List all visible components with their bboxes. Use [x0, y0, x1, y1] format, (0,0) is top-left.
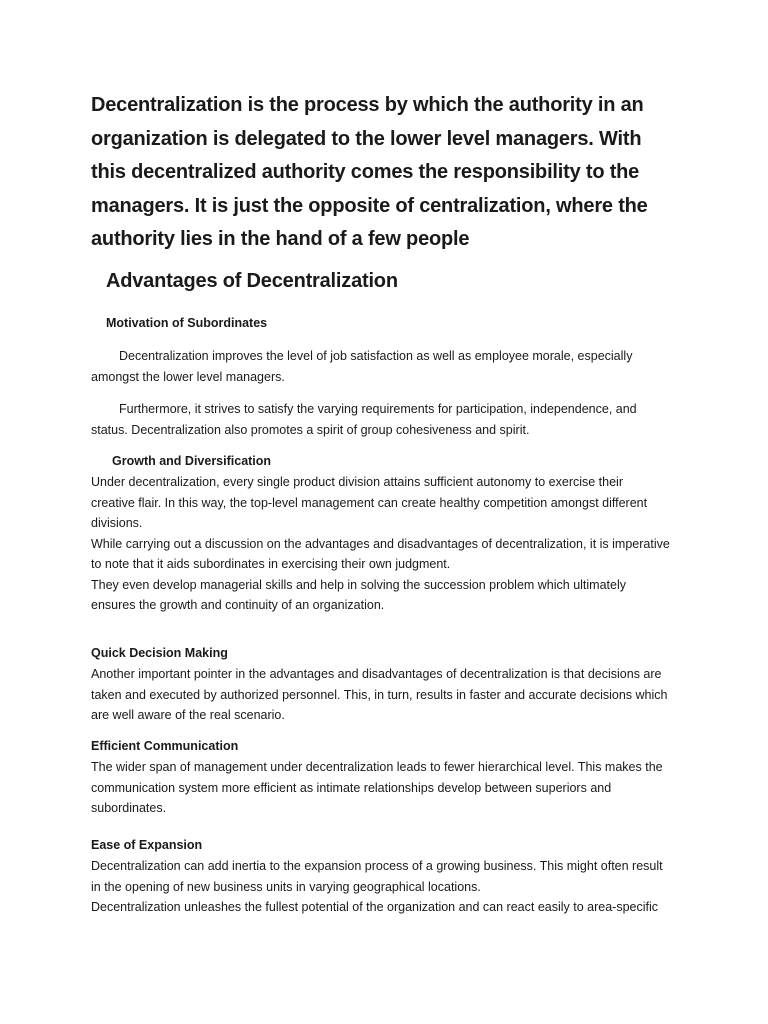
- text-line: creative flair. In this way, the top-level management can create healthy competition amongst different: [91, 495, 648, 510]
- growth-paragraph: [91, 472, 683, 616]
- text-line: communication system more efficient as intimate relationships develop between superiors and: [91, 780, 612, 795]
- motivation-paragraph-2: [91, 399, 683, 440]
- communication-heading: Efficient Communication: [91, 739, 239, 753]
- text-line: Furthermore, it strives to satisfy the varying requirements for participation, independence, and: [119, 402, 637, 416]
- text-line: Decentralization improves the level of job satisfaction as well as employee morale, especially: [119, 349, 633, 363]
- quick-decision-paragraph: [91, 664, 683, 726]
- communication-paragraph: [91, 757, 683, 819]
- intro-line: organization is delegated to the lower level managers. With: [91, 127, 642, 150]
- motivation-paragraph-1: [91, 346, 683, 387]
- intro-line: managers. It is just the opposite of centralization, where the: [91, 194, 648, 217]
- text-line: taken and executed by authorized personnel. This, in turn, results in faster and accurate decisions which: [91, 687, 668, 702]
- text-line: status. Decentralization also promotes a spirit of group cohesiveness and spirit.: [91, 422, 530, 437]
- text-line: The wider span of management under decentralization leads to fewer hierarchical level. This makes the: [91, 760, 663, 774]
- text-line: Decentralization can add inertia to the expansion process of a growing business. This might often result: [91, 859, 663, 873]
- intro-line: Decentralization is the process by which the authority in an: [91, 94, 644, 116]
- text-line: in the opening of new business units in varying geographical locations.: [91, 879, 481, 894]
- text-line: They even develop managerial skills and help in solving the succession problem which ultimately: [91, 577, 627, 592]
- expansion-heading: Ease of Expansion: [91, 838, 203, 852]
- text-line: Another important pointer in the advantages and disadvantages of decentralization is that decisions are: [91, 667, 662, 681]
- text-line: amongst the lower level managers.: [91, 369, 285, 384]
- text-line: ensures the growth and continuity of an organization.: [91, 598, 385, 612]
- text-line: are well aware of the real scenario.: [91, 708, 285, 722]
- text-line: Under decentralization, every single product division attains sufficient autonomy to exercise their: [91, 475, 623, 489]
- text-line: While carrying out a discussion on the advantages and disadvantages of decentralization, it is imperative: [91, 536, 670, 551]
- motivation-heading: Motivation of Subordinates: [106, 316, 268, 330]
- text-line: subordinates.: [91, 801, 167, 815]
- intro-paragraph: [91, 89, 691, 257]
- growth-heading: Growth and Diversification: [112, 454, 272, 468]
- text-line: Decentralization unleashes the fullest potential of the organization and can react easily to area-specific: [91, 900, 659, 914]
- intro-line: this decentralized authority comes the responsibility to the: [91, 161, 640, 183]
- text-line: to note that it aids subordinates in exercising their own judgment.: [91, 557, 451, 571]
- advantages-heading: Advantages of Decentralization: [106, 270, 398, 292]
- expansion-paragraph: [91, 856, 683, 918]
- intro-line: authority lies in the hand of a few people: [91, 228, 470, 250]
- text-line: divisions.: [91, 516, 143, 530]
- quick-decision-heading: Quick Decision Making: [91, 646, 228, 660]
